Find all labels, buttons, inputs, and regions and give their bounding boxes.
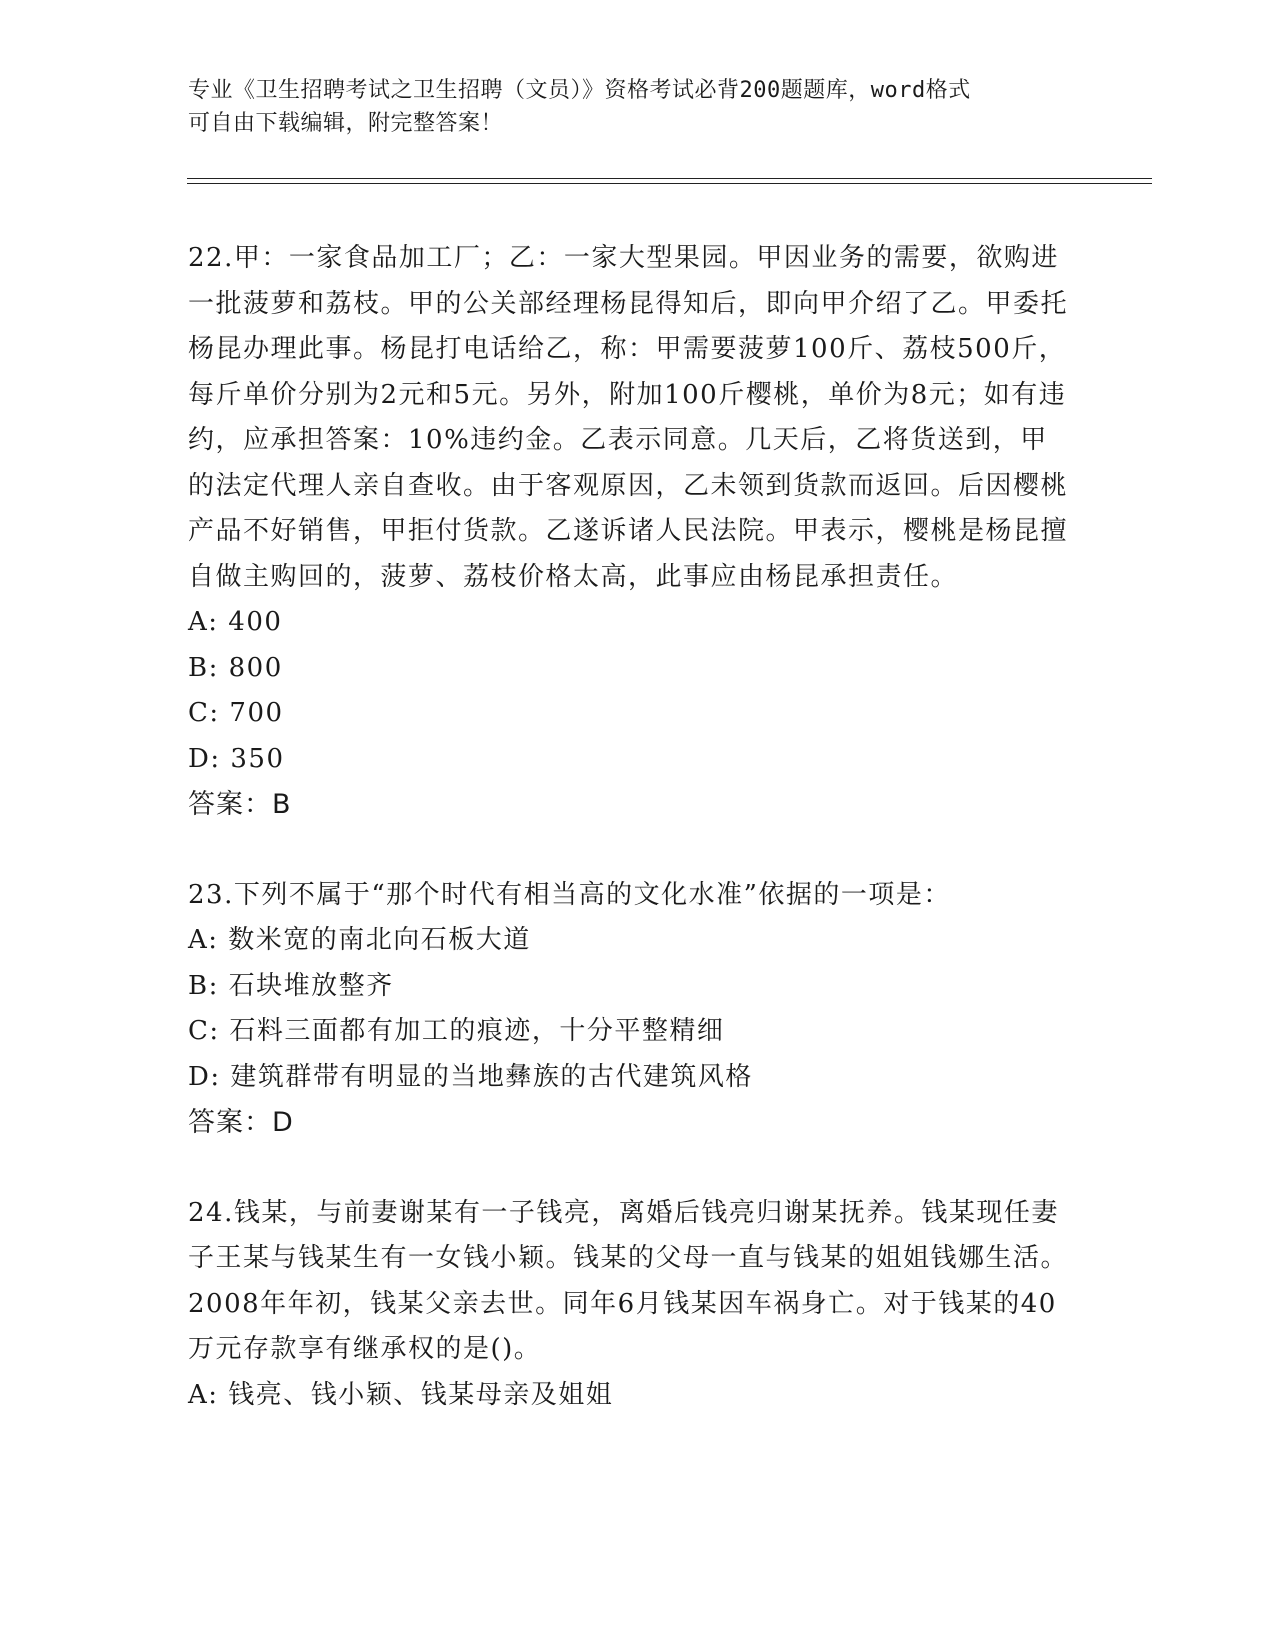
- question-22: [188, 236, 1068, 828]
- option-b: B: 石块堆放整齐: [188, 970, 394, 1001]
- question-stem: 22.甲：一家食品加工厂；乙：一家大型果园。甲因业务的需要，欲购进一批菠萝和荔枝。甲的公关部经理杨昆得知后，即向甲介绍了乙。甲委托杨昆办理此事。杨昆打电话给乙，称：甲需要菠萝100斤、荔枝500斤，每斤单价分别为2元和5元。另外，附加100斤樱桃，单价为8元；如有违约，应承担答案：10%违约金。乙表示同意。几天后，乙将货送到，甲的法定代理人亲自查收。由于客观原因，乙未领到货款而返回。后因樱桃产品不好销售，甲拒付货款。乙遂诉诸人民法院。甲表示，樱桃是杨昆擅自做主购回的，菠萝、荔枝价格太高，此事应由杨昆承担责任。: [188, 243, 1069, 592]
- question-23: [188, 873, 1068, 1146]
- option-d: D: 建筑群带有明显的当地彝族的古代建筑风格: [188, 1061, 753, 1092]
- header-divider: [187, 178, 1152, 184]
- option-d: D: 350: [188, 743, 285, 774]
- answer: 答案：D: [188, 1107, 294, 1138]
- header-line-2: 可自由下载编辑，附完整答案！: [188, 111, 504, 136]
- option-c: C: 石料三面都有加工的痕迹，十分平整精细: [188, 1016, 725, 1046]
- option-c: C: 700: [188, 698, 284, 728]
- option-a: A: 数米宽的南北向石板大道: [188, 925, 531, 955]
- option-a: A: 钱亮、钱小颖、钱某母亲及姐姐: [188, 1379, 614, 1410]
- document-header: [188, 74, 1068, 140]
- answer: 答案：B: [188, 789, 292, 820]
- question-stem: 23.下列不属于“那个时代有相当高的文化水准”依据的一项是：: [188, 879, 951, 910]
- question-24: [188, 1191, 1068, 1419]
- option-b: B: 800: [188, 652, 283, 683]
- option-a: A: 400: [188, 607, 283, 637]
- question-list: [188, 236, 1068, 1463]
- question-stem: 24.钱某，与前妻谢某有一子钱亮，离婚后钱亮归谢某抚养。钱某现任妻子王某与钱某生有一女钱小颖。钱某的父母一直与钱某的姐姐钱娜生活。2008年年初，钱某父亲去世。同年6月钱某因车祸身亡。对于钱某的40万元存款享有继承权的是()。: [188, 1197, 1069, 1364]
- header-line-1: 专业《卫生招聘考试之卫生招聘（文员）》资格考试必背200题题库，word格式: [188, 78, 971, 103]
